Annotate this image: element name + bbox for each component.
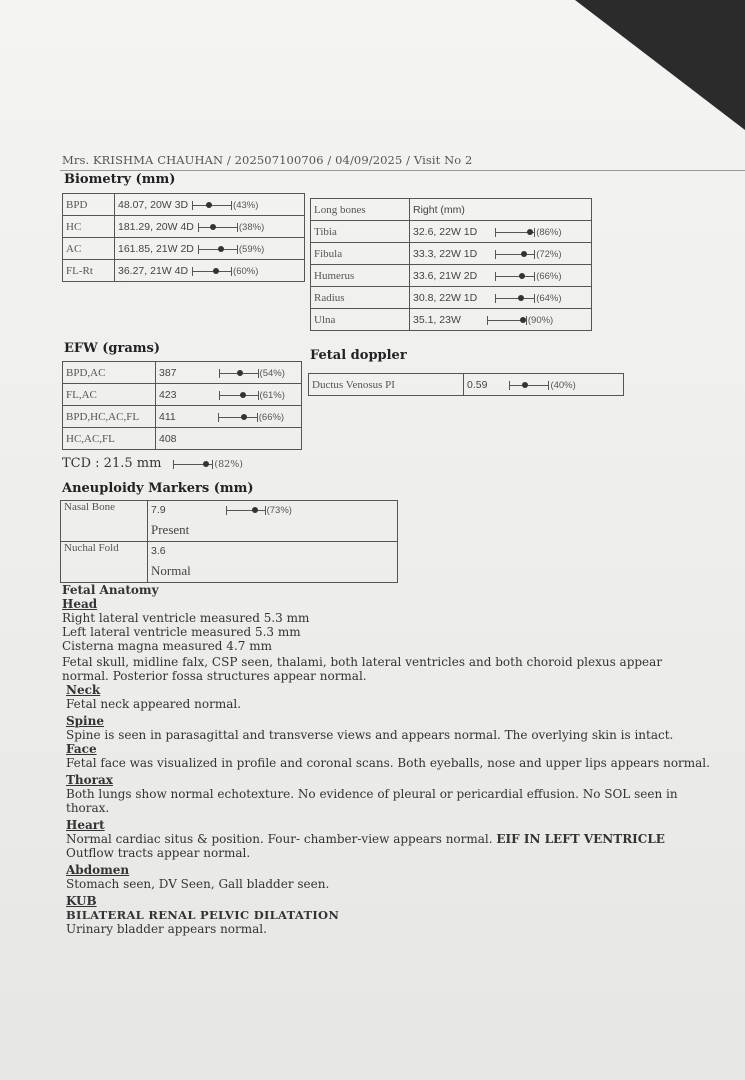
head-line: Fetal skull, midline falx, CSP seen, thalami, both lateral ventricles and both choroid plexus appear <box>62 655 663 669</box>
table-row <box>63 238 305 260</box>
long-bones-table <box>310 198 592 331</box>
table-row <box>63 260 305 282</box>
efw-table <box>62 361 302 450</box>
table-row <box>61 501 398 542</box>
biometry-value: 36.27, 21W 4D <box>118 264 189 277</box>
heart-heading: Heart <box>66 818 105 832</box>
percentile-bar <box>487 316 527 324</box>
abdomen-heading: Abdomen <box>66 863 130 877</box>
kub-text: Urinary bladder appears normal. <box>66 922 267 936</box>
tcd-text: TCD : 21.5 mm <box>62 456 162 471</box>
percentile-text: (82%) <box>214 459 243 470</box>
long-bones-header-right: Right (mm) <box>410 199 592 221</box>
thorax-text: thorax. <box>66 801 110 815</box>
biometry-label: AC <box>63 238 115 260</box>
patient-header: Mrs. KRISHMA CHAUHAN / 20250710070​6 / 04/09/2025 / Visit No 2 <box>62 153 473 167</box>
biometry-value: 181.29, 20W 4D <box>118 220 194 233</box>
table-row <box>311 287 592 309</box>
biometry-value: 161.85, 21W 2D <box>118 242 194 255</box>
percentile-text: (66%) <box>258 411 285 423</box>
head-heading: Head <box>62 597 98 611</box>
marker-label: Nasal Bone <box>61 501 148 542</box>
percentile-bar <box>495 294 535 302</box>
table-row <box>311 199 592 221</box>
table-row <box>63 428 302 450</box>
efw-label: FL,AC <box>63 384 156 406</box>
table-row <box>311 221 592 243</box>
percentile-text: (38%) <box>238 221 265 233</box>
bone-label: Ulna <box>311 309 410 331</box>
biometry-table <box>62 193 305 282</box>
efw-value: 408 <box>159 432 177 445</box>
marker-value: 7.9 <box>151 504 166 516</box>
kub-finding: BILATERAL RENAL PELVIC DILATATION <box>66 908 340 922</box>
doppler-label: Ductus Venosus PI <box>309 374 464 396</box>
thorax-heading: Thorax <box>66 773 113 787</box>
percentile-bar <box>198 223 238 231</box>
percentile-text: (72%) <box>536 248 562 260</box>
doppler-title: Fetal doppler <box>310 348 407 363</box>
percentile-bar <box>218 413 258 421</box>
face-heading: Face <box>66 742 97 756</box>
head-line: Cisterna magna measured 4.7 mm <box>62 639 272 653</box>
biometry-label: FL-Rt <box>63 260 115 282</box>
efw-value: 423 <box>159 388 177 401</box>
table-row <box>63 216 305 238</box>
percentile-text: (90%) <box>527 314 554 326</box>
percentile-bar <box>198 245 238 253</box>
percentile-bar <box>192 201 232 209</box>
percentile-bar <box>509 381 549 389</box>
percentile-text: (54%) <box>259 367 285 379</box>
aneuploidy-title: Aneuploidy Markers (mm) <box>62 481 254 496</box>
head-line: normal. Posterior fossa structures appear normal. <box>62 669 367 683</box>
table-row <box>63 406 302 428</box>
percentile-text: (40%) <box>550 379 576 391</box>
efw-label: BPD,AC <box>63 362 156 384</box>
bone-label: Tibia <box>311 221 410 243</box>
table-row <box>311 243 592 265</box>
bone-value: 32.6, 22W 1D <box>413 225 478 238</box>
efw-title: EFW (grams) <box>64 341 161 356</box>
face-text: Fetal face was visualized in profile and coronal scans. Both eyeballs, nose and upper lips appears normal. <box>66 756 710 770</box>
percentile-bar <box>173 460 213 468</box>
percentile-bar <box>219 391 259 399</box>
thorax-text: Both lungs show normal echotexture. No evidence of pleural or pericardial effusion. No SOL seen in <box>66 787 678 801</box>
neck-text: Fetal neck appeared normal. <box>66 697 242 711</box>
marker-value: 3.6 <box>151 545 166 557</box>
heart-finding: EIF IN LEFT VENTRICLE <box>496 832 665 846</box>
bone-value: 33.6, 21W 2D <box>413 269 478 282</box>
marker-status: Normal <box>151 563 191 578</box>
biometry-label: BPD <box>63 194 115 216</box>
efw-label: BPD,HC,AC,FL <box>63 406 156 428</box>
efw-value: 387 <box>159 366 177 379</box>
heart-text-normal: Normal cardiac situs & position. Four- chamber-view appears normal. <box>66 832 493 846</box>
long-bones-header: Long bones <box>311 199 410 221</box>
tcd-line <box>62 456 243 471</box>
doppler-table <box>308 373 624 396</box>
percentile-bar <box>495 228 535 236</box>
percentile-text: (60%) <box>233 265 259 277</box>
marker-label: Nuchal Fold <box>61 542 148 583</box>
header-divider <box>60 170 745 171</box>
percentile-bar <box>192 267 232 275</box>
aneuploidy-table <box>60 500 398 583</box>
efw-label: HC,AC,FL <box>63 428 156 450</box>
percentile-bar <box>495 250 535 258</box>
table-row <box>311 265 592 287</box>
anatomy-section <box>62 583 737 936</box>
abdomen-text: Stomach seen, DV Seen, Gall bladder seen. <box>66 877 330 891</box>
table-row <box>63 384 302 406</box>
percentile-bar <box>219 369 259 377</box>
percentile-bar <box>226 506 266 514</box>
bone-value: 30.8, 22W 1D <box>413 291 478 304</box>
percentile-text: (66%) <box>536 270 562 282</box>
percentile-text: (61%) <box>259 389 285 401</box>
neck-heading: Neck <box>66 683 101 697</box>
table-row <box>61 542 398 583</box>
percentile-text: (86%) <box>536 226 562 238</box>
heart-text: Outflow tracts appear normal. <box>66 846 251 860</box>
percentile-bar <box>495 272 535 280</box>
percentile-text: (64%) <box>536 292 562 304</box>
table-row <box>63 362 302 384</box>
anatomy-title: Fetal Anatomy <box>62 583 159 597</box>
head-line: Right lateral ventricle measured 5.3 mm <box>62 611 310 625</box>
head-line: Left lateral ventricle measured 5.3 mm <box>62 625 301 639</box>
marker-status: Present <box>151 522 190 537</box>
spine-text: Spine is seen in parasagittal and transverse views and appears normal. The overlying skin is intact. <box>66 728 674 742</box>
bone-label: Humerus <box>311 265 410 287</box>
table-row <box>309 374 624 396</box>
percentile-text: (59%) <box>238 243 265 255</box>
percentile-text: (43%) <box>233 199 259 211</box>
table-row <box>63 194 305 216</box>
biometry-label: HC <box>63 216 115 238</box>
bone-value: 35.1, 23W <box>413 313 461 326</box>
efw-value: 411 <box>159 410 176 423</box>
spine-heading: Spine <box>66 714 104 728</box>
bone-label: Fibula <box>311 243 410 265</box>
kub-heading: KUB <box>66 894 97 908</box>
biometry-value: 48.07, 20W 3D <box>118 198 189 211</box>
biometry-title: Biometry (mm) <box>64 172 176 187</box>
bone-value: 33.3, 22W 1D <box>413 247 478 260</box>
doppler-value: 0.59 <box>467 378 488 391</box>
table-row <box>311 309 592 331</box>
percentile-text: (73%) <box>266 505 292 516</box>
heart-text <box>66 832 737 846</box>
bone-label: Radius <box>311 287 410 309</box>
